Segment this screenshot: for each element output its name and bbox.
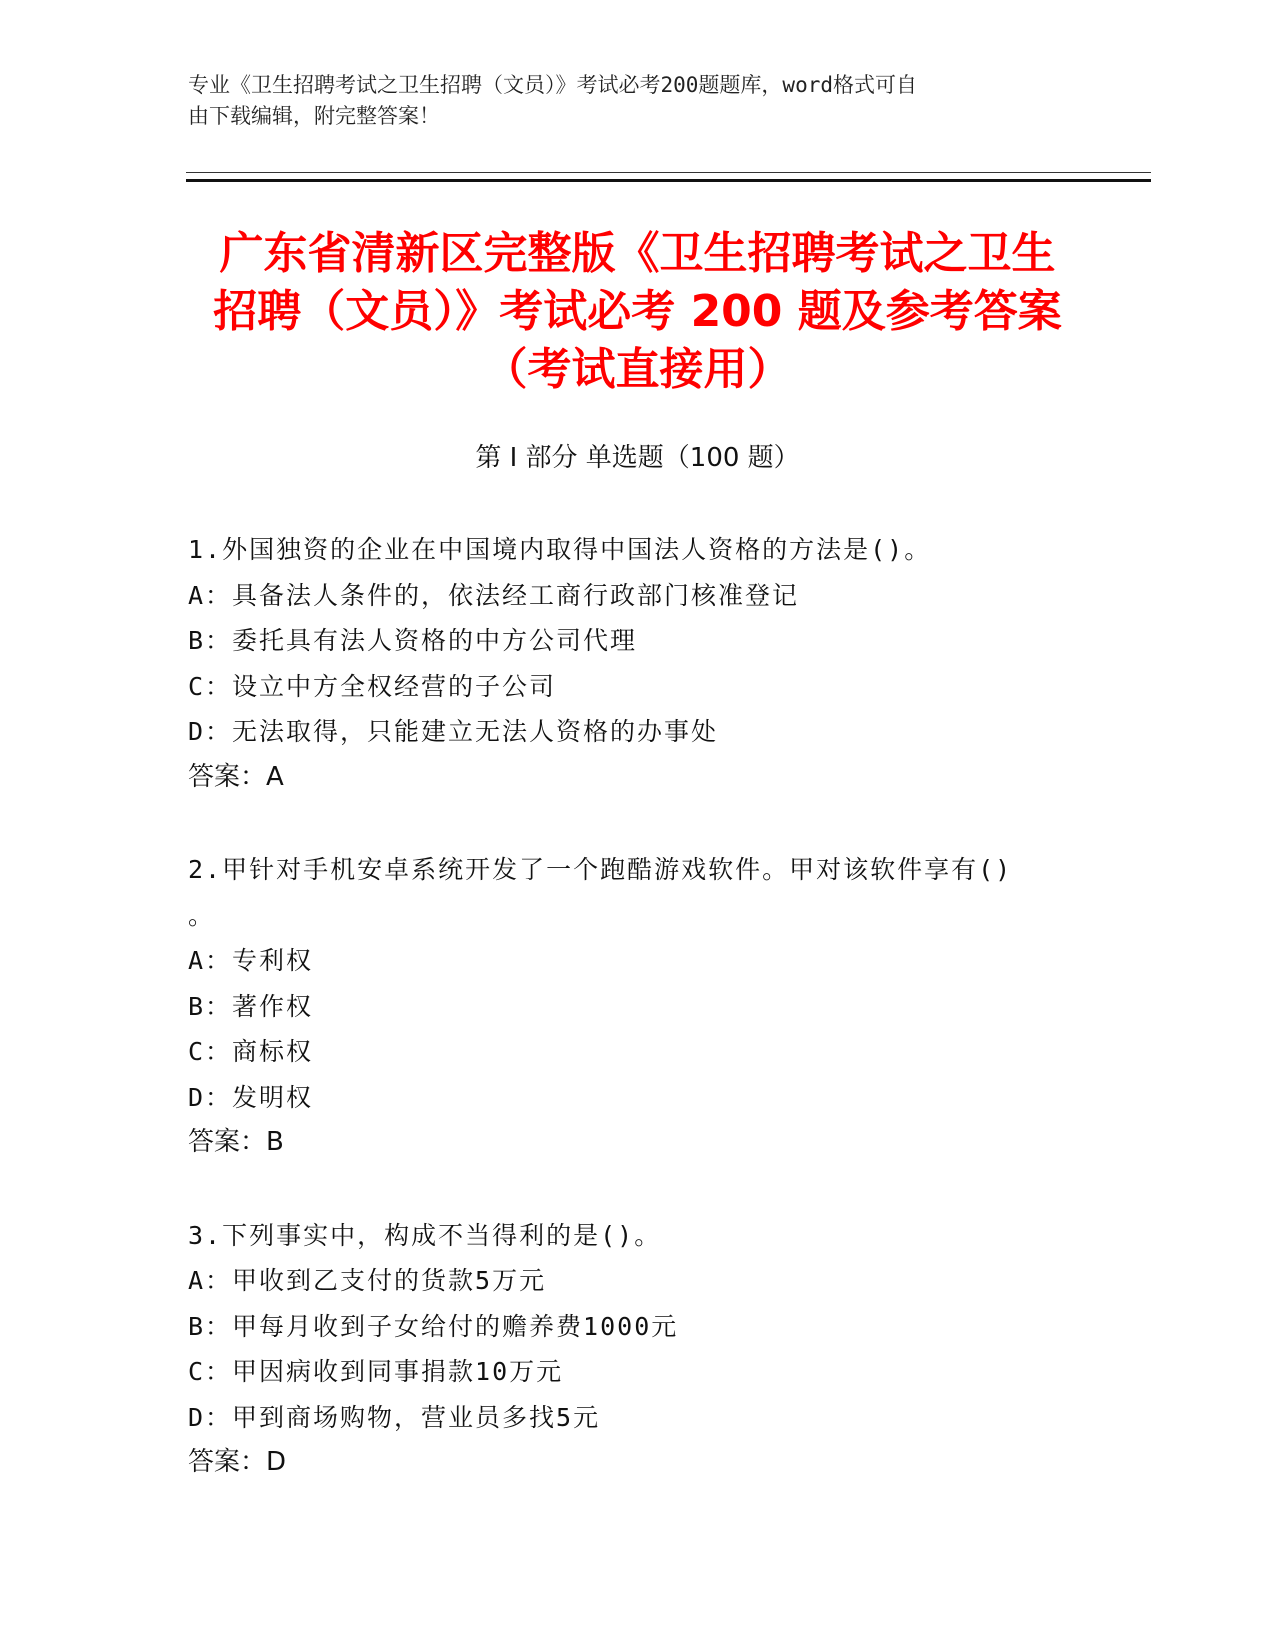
option-b: B：著作权 [188, 991, 314, 1021]
option-d: D：甲到商场购物，营业员多找5元 [188, 1402, 601, 1432]
option-c: C：甲因病收到同事捐款10万元 [188, 1357, 564, 1386]
title-line-3: （考试直接用） [483, 344, 792, 395]
option-c: C：商标权 [188, 1037, 314, 1066]
header-divider-thick [186, 179, 1151, 182]
question-3 [188, 1213, 1068, 1486]
document-header [188, 70, 1068, 132]
option-b: B：委托具有法人资格的中方公司代理 [188, 626, 638, 655]
option-a: A：专利权 [188, 946, 314, 975]
question-stem: 1.外国独资的企业在中国境内取得中国法人资格的方法是()。 [188, 535, 932, 564]
answer: 答案：D [188, 1447, 287, 1477]
option-b: B：甲每月收到子女给付的赡养费1000元 [188, 1311, 679, 1341]
option-a: A：具备法人条件的，依法经工商行政部门核准登记 [188, 580, 800, 610]
answer: 答案：A [188, 761, 284, 792]
question-2 [188, 847, 1068, 1166]
question-stem: 3.下列事实中，构成不当得利的是()。 [188, 1220, 662, 1250]
question-stem: 2.甲针对手机安卓系统开发了一个跑酷游戏软件。甲对该软件享有() [188, 855, 1013, 884]
document-title [160, 225, 1115, 399]
option-d: D：无法取得，只能建立无法人资格的办事处 [188, 717, 719, 746]
question-1 [188, 527, 1068, 800]
option-d: D：发明权 [188, 1082, 314, 1112]
question-list [188, 527, 1068, 1533]
question-stem-continued: 。 [188, 900, 216, 930]
section-heading: 第 I 部分 单选题（100 题） [475, 443, 800, 473]
title-line-2: 招聘（文员）》考试必考 200 题及参考答案 [213, 286, 1062, 337]
header-line-2: 由下载编辑，附完整答案！ [188, 104, 440, 128]
answer: 答案：B [188, 1127, 284, 1157]
title-line-1: 广东省清新区完整版《卫生招聘考试之卫生 [219, 228, 1056, 279]
header-divider-thin [186, 172, 1151, 173]
option-a: A：甲收到乙支付的货款5万元 [188, 1266, 547, 1295]
option-c: C：设立中方全权经营的子公司 [188, 671, 557, 701]
header-line-1: 专业《卫生招聘考试之卫生招聘（文员）》考试必考200题题库，word格式可自 [188, 73, 917, 97]
